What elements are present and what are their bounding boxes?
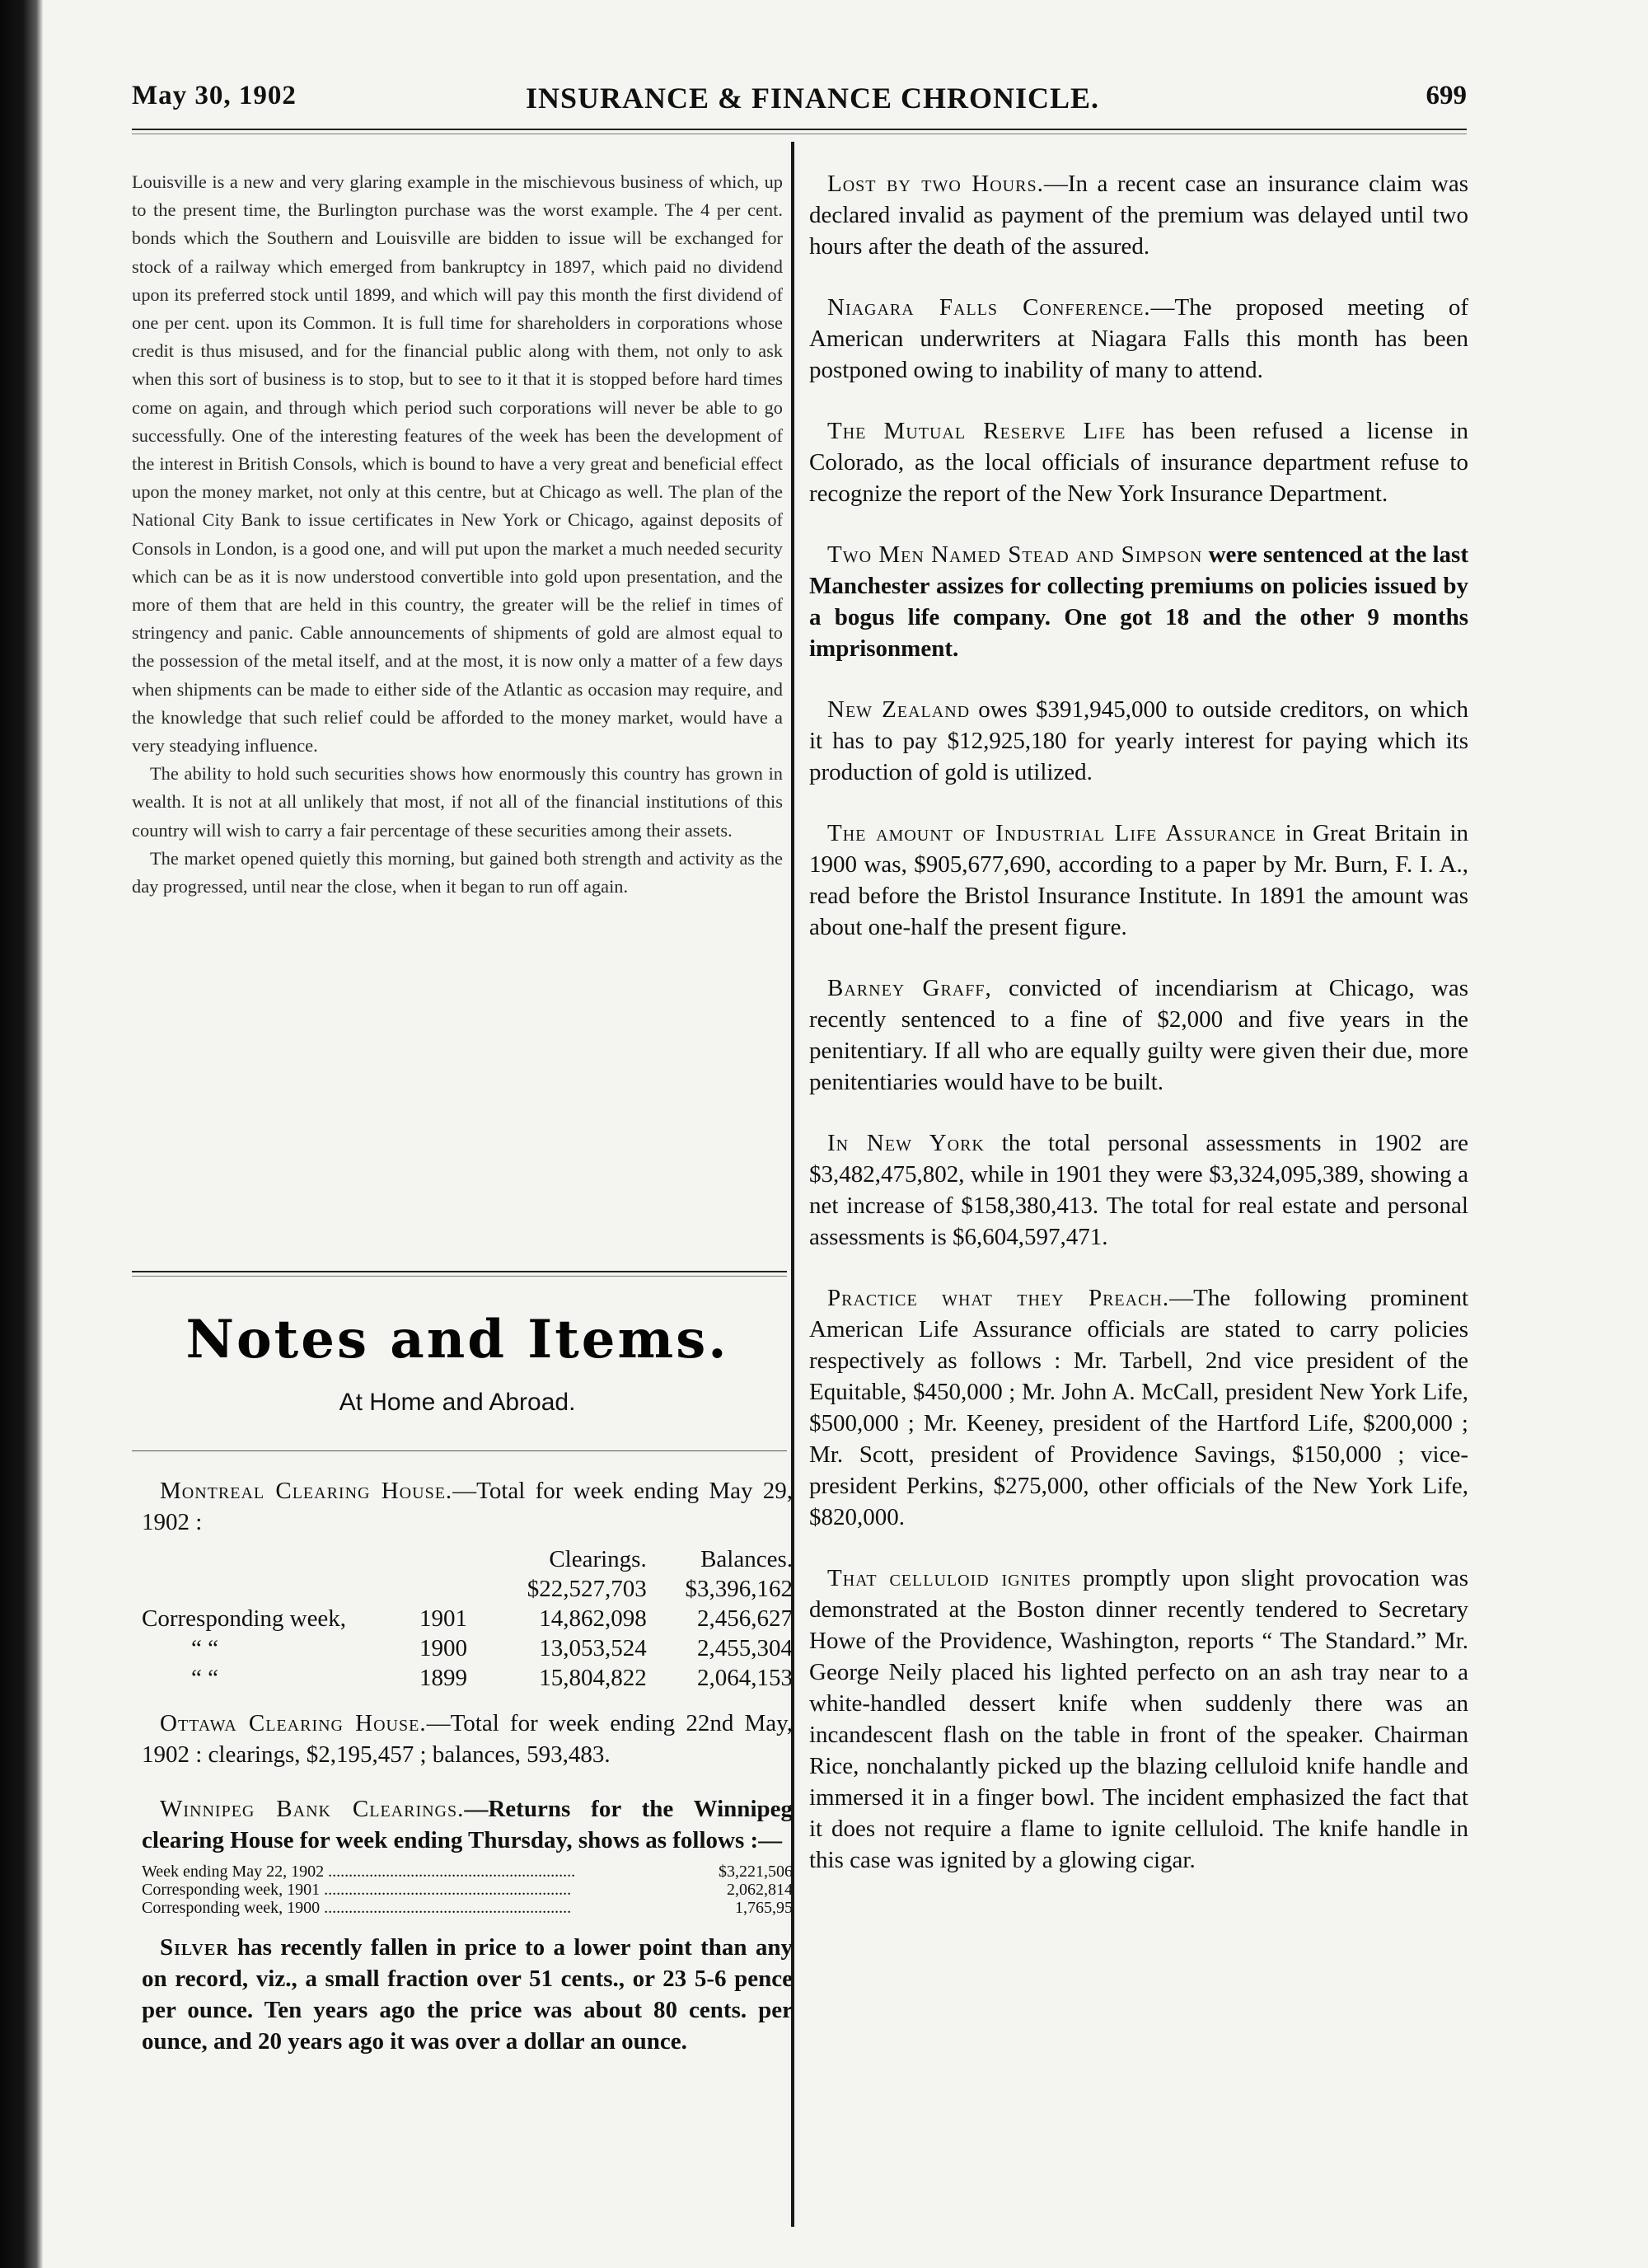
header-rule [132,129,1467,130]
article-paragraph: Louisville is a new and very glaring example in the mischievous business of which, up to the present time, the Burlington purchase was the worst example. The 4 per cent. bonds which the Southern and Louisville are bidden to issue will be exchanged for stock of a railway which emerged from bankruptcy in 1897, which paid no dividend upon its preferred stock until 1899, and which will pay this month the first dividend of one per cent. upon its Common. It is full time for shareholders in corporations whose credit is thus misused, and for the financial public along with them, not only to ask when this sort of business is to stop, but to see to it that it is stopped before hard times come on again, and through which period such corporations will never be able to go successfully. One of the interesting features of the week has been the development of the interest in British Consols, which is bound to have a very great and beneficial effect upon the money market, not only at this centre, but at Chicago as well. The plan of the National City Bank to issue certificates in New York or Chicago, against deposits of Consols in London, is a good one, and will put upon the market a much needed security which can be as it is now understood convertible into gold upon presentation, and the more of them that are held in this country, the greater will be the relief in times of stringency and panic. Cable announcements of shipments of gold are almost equal to the possession of the metal itself, and at the most, it is now only a matter of a few days when shipments can be made to either side of the Atlantic as occasion may require, and the knowledge that such relief could be afforded to the money market, would have a very steadying influence. [132,171,783,757]
winnipeg-clearing-table [142,1863,793,1917]
table-header-row [142,1544,793,1574]
finance-article [132,168,783,901]
article-paragraph: The ability to hold such securities shows how enormously this country has grown in wealth. It is not at all unlikely that most, if not all of the financial institutions of this country will wish to carry a fair percentage of these securities among their assets. [132,763,783,841]
table-row: Corresponding week, 1900 ............................................................ 1,765,95 [142,1899,793,1917]
notes-section-subtitle: At Home and Abroad. [339,1389,576,1416]
news-item-niagara-conference: Niagara Falls Conference.—The proposed meeting of American underwriters at Niagara Falls this month has been postponed owing to inability of many to attend. [809,294,1468,383]
page-header [132,81,1467,122]
news-item-mutual-reserve: The Mutual Reserve Life has been refused a license in Colorado, as the local officials of insurance department refuse to recognize the report of the New York Insurance Department. [809,418,1469,507]
ottawa-clearing-item: Ottawa Clearing House.—Total for week ending 22nd May, 1902 : clearings, $2,195,457 ; balances, 593,483. [142,1710,793,1768]
header-title: INSURANCE & FINANCE CHRONICLE. [526,82,1100,115]
news-item-industrial-life: The amount of Industrial Life Assurance in Great Britain in 1900 was, $905,677,690, according to a paper by Mr. Burn, F. I. A., read before the Bristol Insurance Institute. In 1891 the amount was about one-half the present figure. [809,820,1469,940]
clearings-header: Clearings. [549,1546,647,1572]
table-row: Week ending May 22, 1902 ............................................................ $3,221,506 [142,1863,793,1881]
article-paragraph: The market opened quietly this morning, but gained both strength and activity as the day progressed, until near the close, when it began to run off again. [132,847,783,897]
montreal-clearing-table [142,1544,793,1693]
news-item-new-zealand: New Zealand owes $391,945,000 to outside creditors, on which it has to pay $12,925,180 for yearly interest for paying which its production of gold is utilized. [809,696,1468,785]
table-row: “ “ 1900 13,053,524 2,455,304 [191,1635,793,1661]
scan-binding-shadow [0,0,43,2268]
news-item-new-york-assessments: In New York the total personal assessments in 1902 are $3,482,475,802, while in 1901 they were $3,324,095,389, showing a net increase of $158,380,413. The total for real estate and personal assessments is $6,604,597,471. [809,1130,1468,1250]
table-row: “ “ 1899 15,804,822 2,064,153 [191,1665,793,1691]
news-item-barney-graff: Barney Graff, convicted of incendiarism at Chicago, was recently sentenced to a fine of $2,000 and five years in the penitentiary. If all who are equally guilty were given their due, more penitentiaries would have to be built. [809,975,1468,1095]
table-row: $22,527,703 $3,396,162 [527,1576,793,1602]
notes-section-title: Notes and Items. [185,1309,729,1371]
header-date: May 30, 1902 [132,81,297,110]
page-number: 699 [1426,81,1467,110]
winnipeg-clearing-item: Winnipeg Bank Clearings.—Returns for the Winnipeg clearing House for week ending Thursday, shows as follows :— [142,1796,793,1853]
section-rule-thin [132,1276,787,1277]
balances-header: Balances. [700,1546,793,1572]
news-item-lost-by-two-hours: Lost by two Hours.—In a recent case an insurance claim was declared invalid as payment of the premium was delayed until two hours after the death of the assured. [809,171,1468,260]
table-row: Corresponding week, 1901 14,862,098 2,456,627 [142,1605,793,1632]
notes-left-column [142,1475,793,2062]
notes-right-column [809,168,1468,1876]
subtitle-rule [132,1450,787,1451]
silver-price-item: Silver has recently fallen in price to a lower point than any on record, viz., a small fraction over 51 cents., or 23 5-6 pence per ounce. Ten years ago the price was about 80 cents. per ounce, and 20 years ago it was over a dollar an ounce. [142,1934,793,2055]
montreal-clearing-item: Montreal Clearing House.—Total for week ending May 29, 1902 : [142,1478,794,1535]
table-row: Corresponding week, 1901 ............................................................ 2,062,814 [142,1881,793,1899]
section-rule [132,1271,787,1272]
news-item-stead-simpson: Two Men Named Stead and Simpson were sentenced at the last Manchester assizes for collecting premiums on policies issued by a bogus life company. One got 18 and the other 9 months imprisonment. [809,541,1468,662]
news-item-practice-what-they-preach: Practice what they Preach.—The following prominent American Life Assurance officials are stated to carry policies respectively as follows : Mr. Tarbell, 2nd vice president of the Equitable, $450,000 ; Mr. John A. McCall, president New York Life, $500,000 ; Mr. Keeney, president of the Hartford Life, $200,000 ; Mr. Scott, president of Providence Savings, $150,000 ; vice-president Perkins, $275,000, other officials of the New York Life, $820,000. [809,1285,1468,1530]
news-item-celluloid: That celluloid ignites promptly upon slight provocation was demonstrated at the Boston dinner recently tendered to Secretary Howe of the Providence, Washington, reports “ The Standard.” Mr. George Neily placed his lighted perfecto on an ash tray near to a white-handled dessert knife when suddenly there was an incandescent flash on the table in front of the speaker. Chairman Rice, nonchalantly picked up the blazing celluloid knife handle and immersed it in a finger bowl. The incident emphasized the fact that it does not require a flame to ignite celluloid. The knife handle in this case was ignited by a glowing cigar. [809,1565,1469,1873]
